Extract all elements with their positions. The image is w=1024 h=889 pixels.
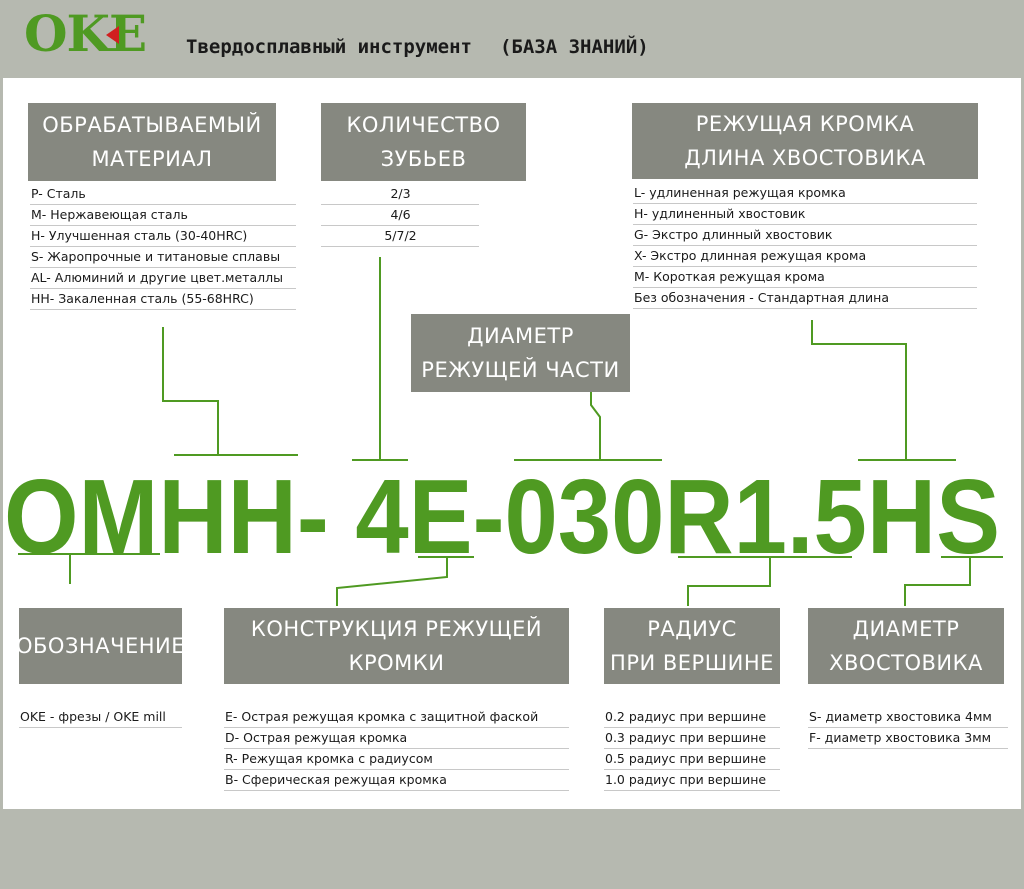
list-item: 0.5 радиус при вершине [604,749,780,770]
heading-line: ОБОЗНАЧЕНИЕ [15,634,186,658]
oke-logo [24,6,147,62]
list-item: 4/6 [321,205,479,226]
product-code [0,458,1024,576]
list-item: S- Жаропрочные и титановые сплавы [30,247,296,268]
list-item: 0.3 радиус при вершине [604,728,780,749]
heading-line: ДИАМЕТР [852,617,960,641]
list-item: M- Нержавеющая сталь [30,205,296,226]
teeth-heading [321,103,526,181]
edge-length-list [633,183,977,309]
radius-heading [604,608,780,684]
edge-design-list [224,707,569,791]
logo-arrow-icon [106,26,119,44]
heading-line: КОНСТРУКЦИЯ РЕЖУЩЕЙ [250,617,543,641]
list-item: G- Экстро длинный хвостовик [633,225,977,246]
cut-diameter-heading [411,314,630,392]
edge-length-heading [632,103,978,179]
radius-list [604,707,780,791]
title-text: Твердосплавный инструмент [186,36,472,58]
heading-line: РЕЖУЩАЯ КРОМКА [695,112,915,136]
heading-line: ОБРАБАТЫВАЕМЫЙ [42,113,262,137]
heading-line: ПРИ ВЕРШИНЕ [610,651,774,675]
list-item: HH- Закаленная сталь (55-68HRC) [30,289,296,310]
list-item: 5/7/2 [321,226,479,247]
subtitle-text: (БАЗА ЗНАНИЙ) [499,36,649,58]
heading-line: ХВОСТОВИКА [829,651,983,675]
edge-design-heading [224,608,569,684]
list-item: H- Улучшенная сталь (30-40HRC) [30,226,296,247]
list-item: E- Острая режущая кромка с защитной фаской [224,707,569,728]
heading-line: КРОМКИ [348,651,445,675]
designation-list [19,707,182,728]
list-item: X- Экстро длинная режущая крома [633,246,977,267]
heading-line: ДЛИНА ХВОСТОВИКА [684,146,926,170]
list-item: H- удлиненный хвостовик [633,204,977,225]
list-item: L- удлиненная режущая кромка [633,183,977,204]
shank-heading [808,608,1004,684]
material-heading [28,103,276,181]
footer-bar [0,809,1024,889]
list-item: 0.2 радиус при вершине [604,707,780,728]
list-item: 1.0 радиус при вершине [604,770,780,791]
shank-list [808,707,1008,749]
list-item: F- диаметр хвостовика 3мм [808,728,1008,749]
heading-line: РАДИУС [647,617,737,641]
list-item: D- Острая режущая кромка [224,728,569,749]
heading-line: ЗУБЬЕВ [380,147,467,171]
designation-heading [15,608,186,684]
logo-text: OKE [24,4,147,63]
page-title [186,36,649,58]
list-item: OKE - фрезы / OKE mill [19,707,182,728]
teeth-list [321,184,479,247]
material-list [30,184,296,310]
list-item: R- Режущая кромка с радиусом [224,749,569,770]
heading-line: МАТЕРИАЛ [91,147,213,171]
product-code-text: OMHH- 4E-030R1.5HS [4,458,1000,576]
heading-line: ДИАМЕТР [467,324,574,348]
list-item: B- Сферическая режущая кромка [224,770,569,791]
list-item: Без обозначения - Стандартная длина [633,288,977,309]
heading-line: КОЛИЧЕСТВО [346,113,501,137]
list-item: 2/3 [321,184,479,205]
list-item: S- диаметр хвостовика 4мм [808,707,1008,728]
header-bar [0,0,1024,78]
list-item: M- Короткая режущая крома [633,267,977,288]
list-item: AL- Алюминий и другие цвет.металлы [30,268,296,289]
list-item: P- Сталь [30,184,296,205]
heading-line: РЕЖУЩЕЙ ЧАСТИ [421,358,620,382]
